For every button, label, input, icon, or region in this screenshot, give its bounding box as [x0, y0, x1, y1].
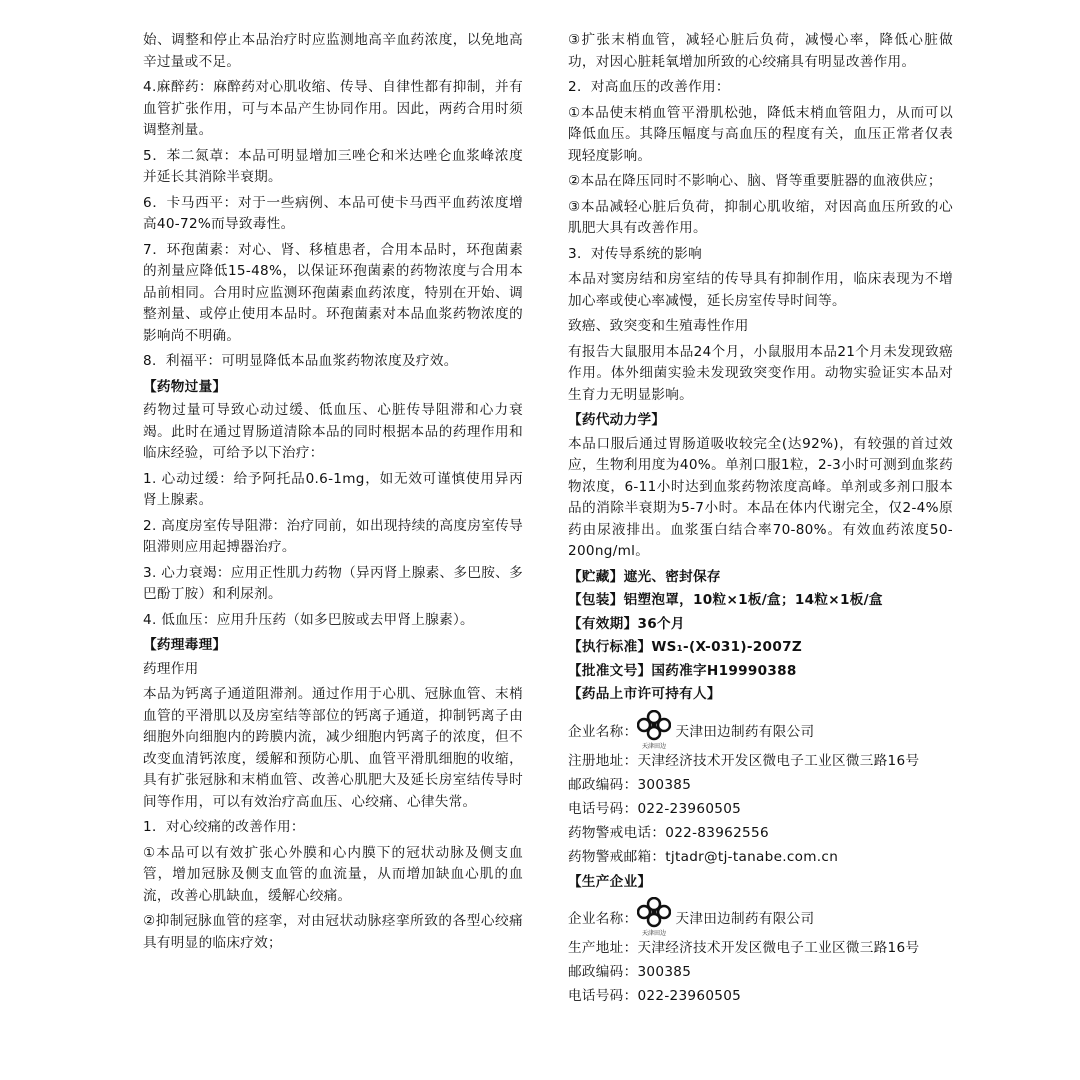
- paragraph: 1．对心绞痛的改善作用：: [143, 819, 305, 835]
- producer-company-label: 企业名称：: [568, 911, 638, 927]
- license-holder-block: [568, 710, 953, 867]
- paragraph: 药理作用: [143, 660, 199, 677]
- holder-alert-phone: 药物警戒电话：022-83962556: [568, 824, 769, 841]
- left-column: [143, 30, 523, 958]
- holder-company-row: [568, 710, 953, 750]
- section-heading: 【药品上市许可持有人】: [568, 686, 721, 702]
- paragraph: 本品对窦房结和房室结的传导具有抑制作用，临床表现为不增加心率或使心率减慢，延长房室传导时间等。: [568, 271, 953, 309]
- section-heading: 【有效期】36个月: [568, 615, 685, 632]
- producer-heading: 【生产企业】: [568, 873, 652, 890]
- producer-company-name: 天津田边制药有限公司: [675, 911, 815, 927]
- paragraph: 2. 高度房室传导阻滞：治疗同前，如出现持续的高度房室传导阻滞则应用起搏器治疗。: [143, 517, 523, 555]
- paragraph: 3．对传导系统的影响: [568, 245, 702, 262]
- paragraph: 1. 心动过缓：给予阿托品0.6-1mg，如无效可谨慎使用异丙肾上腺素。: [143, 470, 523, 508]
- holder-phone: 电话号码：022-23960505: [568, 800, 742, 817]
- producer-address: 生产地址：天津经济技术开发区微电子工业区微三路16号: [568, 940, 920, 956]
- producer-company-row: [568, 897, 953, 937]
- paragraph: 4.麻醉药：麻醉药对心肌收缩、传导、自律性都有抑制，并有血管扩张作用，可与本品产生协同作用。因此，两药合用时须调整剂量。: [143, 79, 523, 138]
- section-heading: 【药代动力学】: [568, 412, 666, 428]
- paragraph: ②抑制冠脉血管的痉挛，对由冠状动脉痉挛所致的各型心绞痛具有明显的临床疗效；: [143, 913, 523, 951]
- paragraph: ①本品可以有效扩张心外膜和心内膜下的冠状动脉及侧支血管，增加冠脉及侧支血管的血流量，从而增加缺血心肌的血流，改善心肌缺血，缓解心绞痛。: [143, 844, 523, 904]
- holder-postcode: 邮政编码：300385: [568, 776, 692, 793]
- paragraph: ③扩张末梢血管，减轻心脏后负荷，减慢心率，降低心脏做功，对因心脏耗氧增加所致的心绞痛具有明显改善作用。: [568, 32, 953, 70]
- holder-company-name: 天津田边制药有限公司: [675, 723, 815, 740]
- section-heading: 【贮藏】遮光、密封保存: [568, 568, 721, 585]
- paragraph: 8．利福平：可明显降低本品血浆药物浓度及疗效。: [143, 353, 458, 369]
- paragraph: 5．苯二氮䓬：本品可明显增加三唑仑和米达唑仑血浆峰浓度并延长其消除半衰期。: [143, 147, 523, 185]
- right-column: [568, 30, 953, 1011]
- paragraph: 致癌、致突变和生殖毒性作用: [568, 318, 749, 334]
- producer-phone: 电话号码：022-23960505: [568, 988, 742, 1004]
- tanabe-logo-icon: [637, 710, 671, 750]
- paragraph: ③本品减轻心脏后负荷，抑制心肌收缩，对因高血压所致的心肌肥大具有改善作用。: [568, 198, 953, 236]
- paragraph: 6．卡马西平：对于一些病例、本品可使卡马西平血药浓度增高40-72%而导致毒性。: [143, 194, 523, 232]
- paragraph: 3. 心力衰竭：应用正性肌力药物（异丙肾上腺素、多巴胺、多巴酚丁胺）和利尿剂。: [143, 564, 523, 602]
- paragraph: 2．对高血压的改善作用：: [568, 79, 730, 95]
- producer-block: [568, 897, 953, 1006]
- producer-logo-text: 天津田边: [642, 930, 667, 937]
- section-heading: 【药物过量】: [143, 378, 227, 395]
- paragraph: 本品口服后通过胃肠道吸收较完全(达92%)，有较强的首过效应，生物利用度为40%。单剂口服1粒，2-3小时可测到血浆药物浓度，6-11小时达到血浆药物浓度高峰。单剂或多剂口服本品的消除半衰期为5-7小时。本品在体内代谢完全，仅2-4%原药由尿液排出。血浆蛋白结合率70-80%。有效血药浓度50-200ng/ml。: [568, 435, 953, 559]
- paragraph: 本品为钙离子通道阻滞剂。通过作用于心肌、冠脉血管、末梢血管的平滑肌以及房室结等部位的钙离子通道，抑制钙离子由细胞外向细胞内的跨膜内流，减少细胞内钙离子的浓度，但不改变血清钙浓度，缓解和预防心肌、血管平滑肌细胞的收缩，具有扩张冠脉和末梢血管、改善心肌肥大及延长房室结传导时间等作用，可以有效治疗高血压、心绞痛、心律失常。: [143, 686, 523, 810]
- paragraph: 7．环孢菌素：对心、肾、移植患者，合用本品时，环孢菌素的剂量应降低15-48%，以保证环孢菌素的药物浓度与合用本品前相同。合用时应监测环孢菌素血药浓度，特别在开始、调整剂量、或停止使用本品时。环孢菌素对本品血浆药物浓度的影响尚不明确。: [143, 241, 523, 344]
- holder-logo-text: 天津田边: [642, 742, 667, 750]
- paragraph: 有报告大鼠服用本品24个月，小鼠服用本品21个月未发现致癌作用。体外细菌实验未发现致突变作用。动物实验证实本品对生育力无明显影响。: [568, 343, 953, 403]
- tanabe-logo-icon: [637, 897, 671, 937]
- section-heading: 【批准文号】国药准字H19990388: [568, 662, 797, 679]
- section-heading: 【包装】铝塑泡罩，10粒×1板/盒；14粒×1板/盒: [568, 592, 883, 608]
- paragraph: 始、调整和停止本品治疗时应监测地高辛血药浓度，以免地高辛过量或不足。: [143, 32, 523, 70]
- paragraph: ②本品在降压同时不影响心、脑、肾等重要脏器的血液供应；: [568, 173, 942, 189]
- holder-company-label: 企业名称：: [568, 723, 638, 740]
- section-heading: 【药理毒理】: [143, 637, 227, 653]
- producer-postcode: 邮政编码：300385: [568, 964, 692, 980]
- holder-alert-email: 药物警戒邮箱：tjtadr@tj-tanabe.com.cn: [568, 848, 839, 865]
- paragraph: ①本品使末梢血管平滑肌松弛，降低末梢血管阻力，从而可以降低血压。其降压幅度与高血压的程度有关，血压正常者仅表现轻度影响。: [568, 104, 953, 164]
- right-column-text: [568, 30, 953, 706]
- paragraph: 4. 低血压：应用升压药（如多巴胺或去甲肾上腺素）。: [143, 611, 474, 628]
- section-heading: 【执行标准】WS₁-(X-031)-2007Z: [568, 639, 802, 655]
- holder-address: 注册地址：天津经济技术开发区微电子工业区微三路16号: [568, 752, 920, 769]
- paragraph: 药物过量可导致心动过缓、低血压、心脏传导阻滞和心力衰竭。此时在通过胃肠道清除本品的同时根据本品的药理作用和临床经验，可给予以下治疗：: [143, 402, 523, 461]
